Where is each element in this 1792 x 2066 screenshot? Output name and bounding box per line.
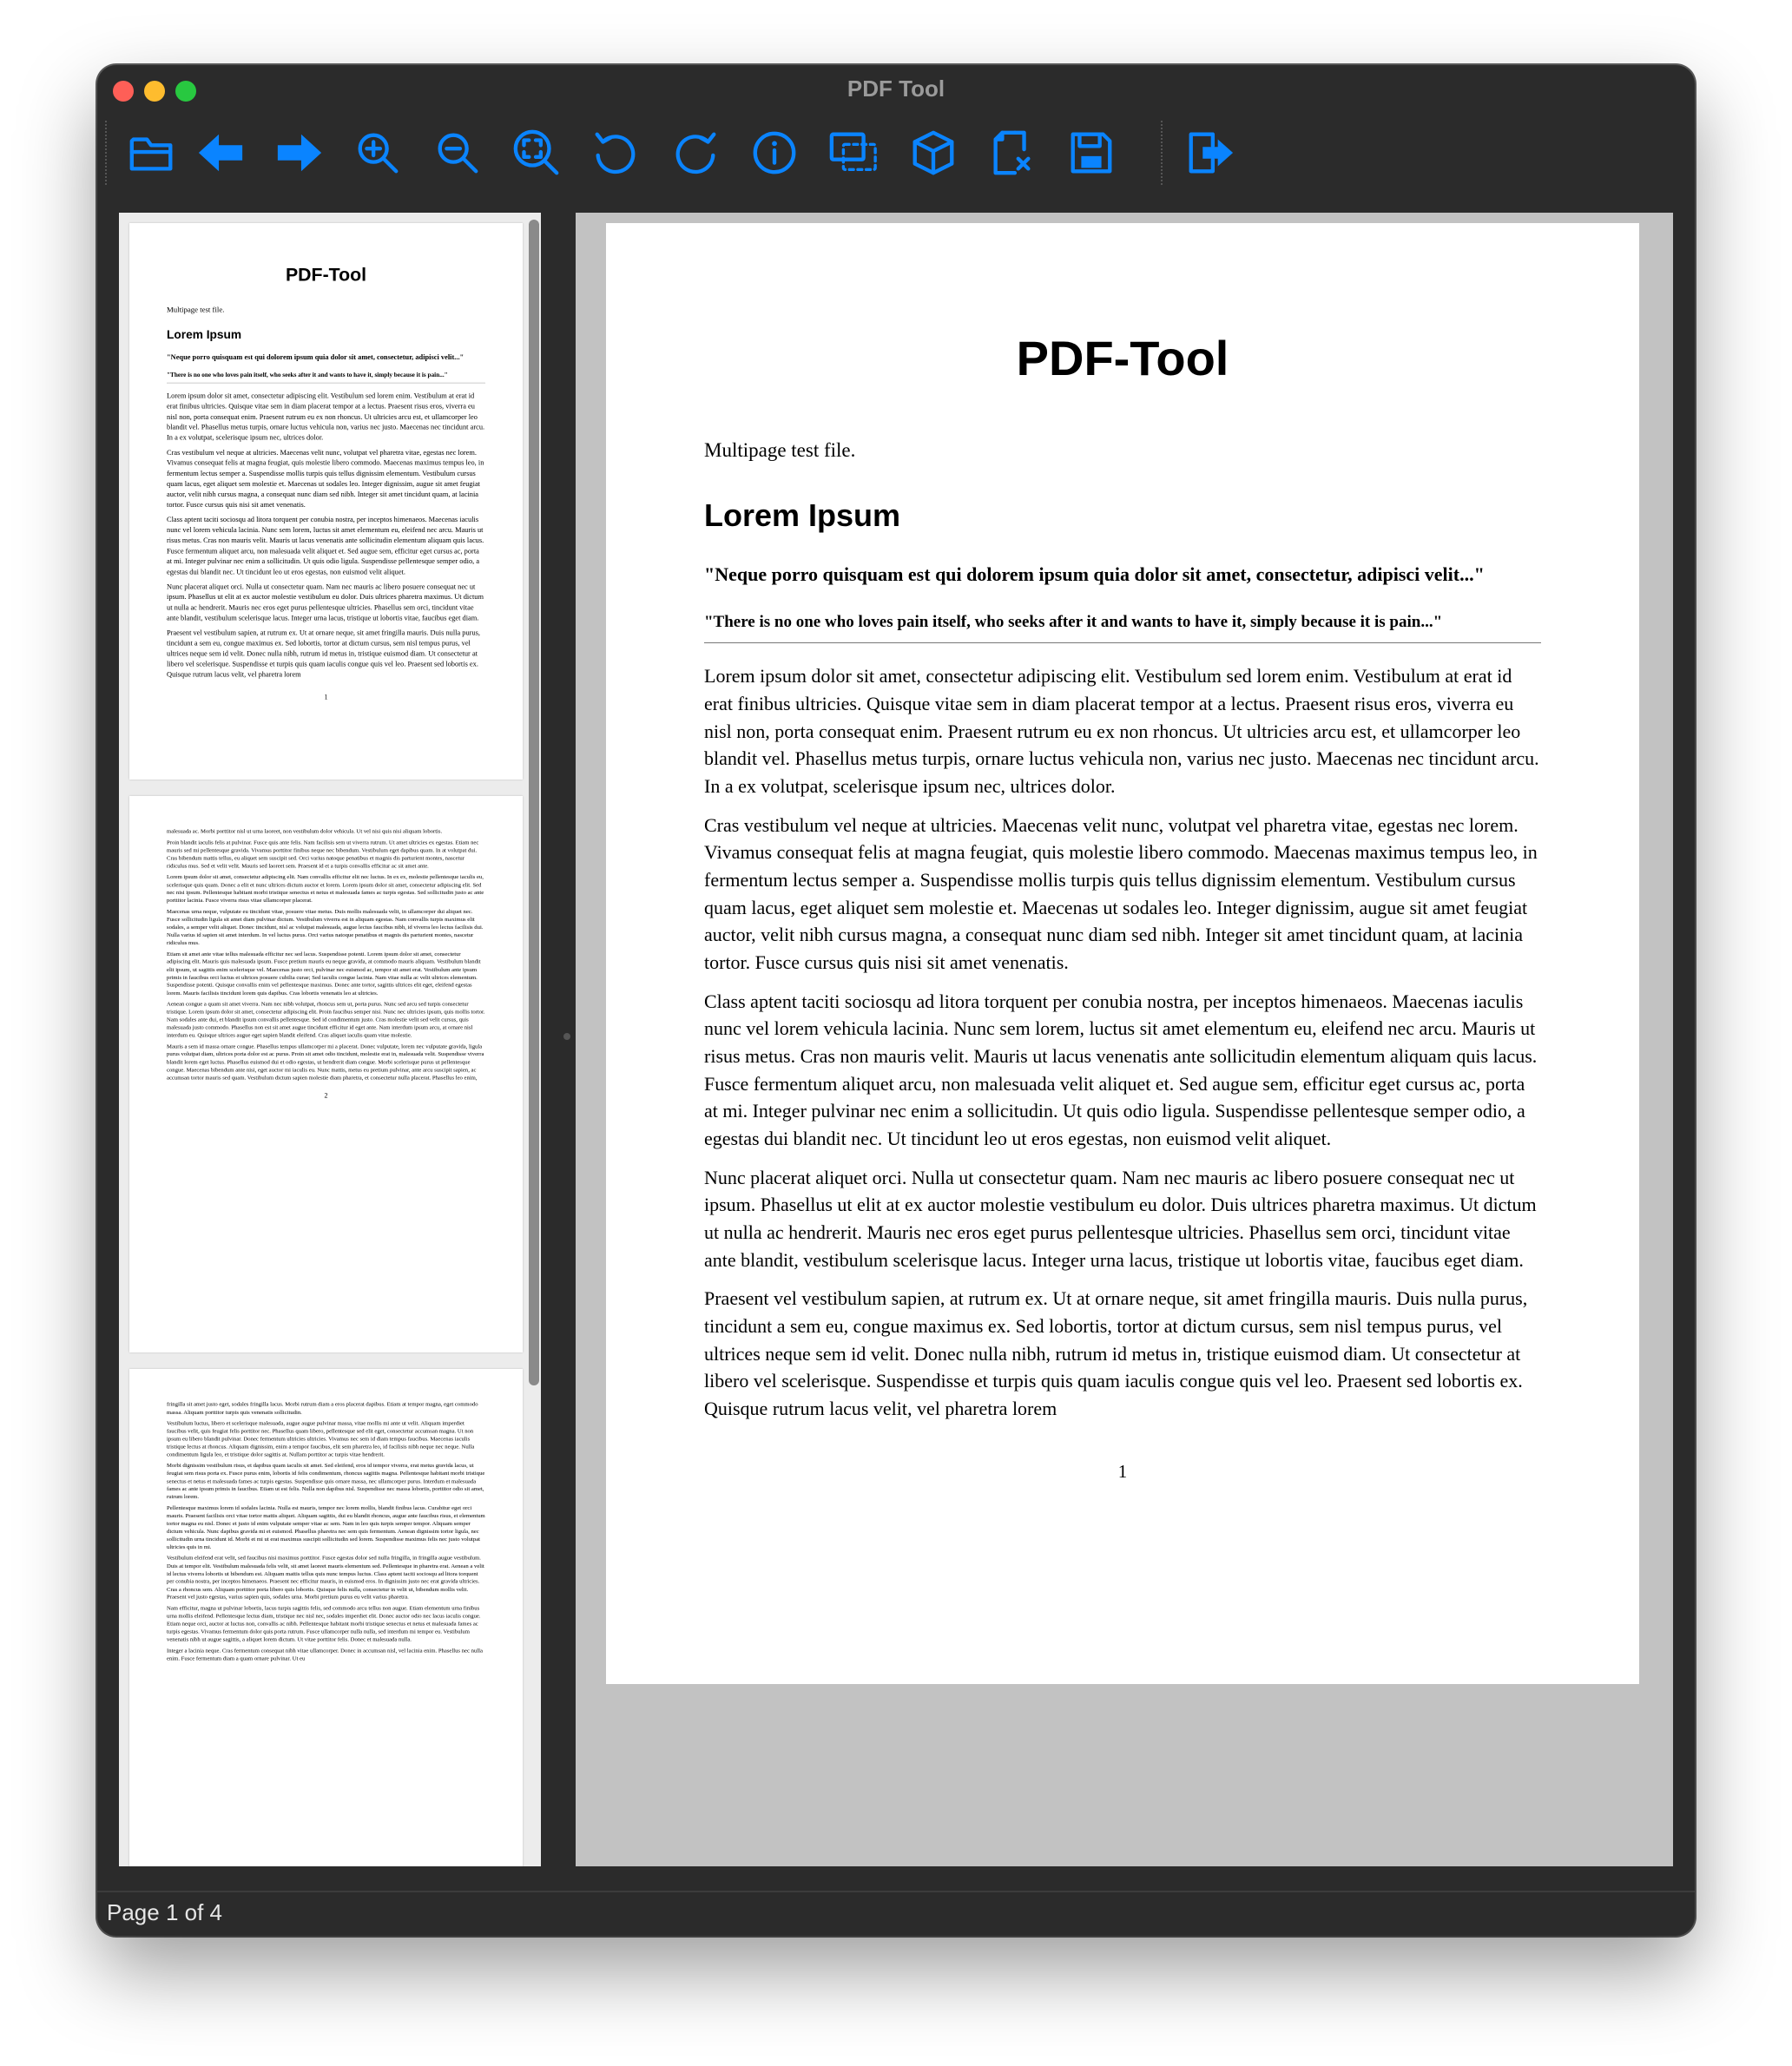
- info-icon: [749, 128, 800, 178]
- paragraph: Cras vestibulum vel neque at ultricies. Maecenas velit nunc, volutpat vel pharetra vitae, egestas nec lorem. Vivamus consequat felis at magna feugiat, quis molestie libero commodo. Maecenas maximus tempus leo, in fermentum lectus semper a. Suspendisse mollis turpis quis tellus dignissim elementum. Vestibulum cursus quam lacus, eget aliquet sem molestie et. Maecenas ut sodales leo. Integer dignissim, augue sit amet feugiat auctor, velit nibh cursus magna, a consequat nunc diam sed nibh. Integer sit amet tincidunt quam, at lacinia tortor. Fusce cursus quis nisi sit amet venenatis.: [704, 813, 1538, 973]
- page-status: Page 1 of 4: [107, 1899, 222, 1925]
- thumb-paragraph: Nunc placerat aliquet orci. Nulla ut consectetur quam. Nam nec mauris ac libero posuere consequat nec ut ipsum. Phasellus ut elit at ex auctor molestie vestibulum eu dolor. Duis ultrices pharetra maximus. Ut dictum ut nulla ac hendrerit. Mauris nec eros eget purus pellentesque ultricies. Phasellus sem orci, tincidunt vitae ante blandit, vestibulum scelerisque lacus. Integer urna lacus, tristique ut lobortis vitae, faucibus eget diam.: [167, 582, 484, 622]
- thumb-paragraph: Morbi dignissim vestibulum risus, et dapibus quam iaculis sit amet. Sed eleifend, eros id tempor viverra, erat metus gravida lacus, ut feugiat sem risus porta ex. Fusce purus enim, lobortis id felis condimentum, rhoncus sagittis magna. Pellentesque habitant morbi tristique senectus et netus et malesuada fames ac turpis egestas. Suspendisse quis ornare massa, nec ullamcorper purus. Interdum et malesuada fames ac ante ipsum primis in faucibus. Etiam ut est felis. Nulla non dapibus nisl. Suspendisse nec massa lobortis, porttitor odio sit amet, rutrum lorem.: [167, 1462, 485, 1500]
- toolbar-separator: [105, 121, 107, 185]
- page-quote: "Neque porro quisquam est qui dolorem ipsum quia dolor sit amet, consectetur, adipisci velit...": [704, 563, 1485, 586]
- arrow-left-icon: [195, 128, 246, 178]
- page-number: 1: [1117, 1460, 1128, 1482]
- thumb-paragraph: Vestibulum eleifend erat velit, sed faucibus nisi maximus porttitor. Fusce egestas dolor sed nulla fringilla, in fringilla augue vestibulum. Duis at tempor elit. Vestibulum malesuada felis velit, sit amet laoreet mauris elementum sed. Pellentesque in pharetra erat. Aenean a velit id lectus viverra lobortis ut bibendum est. Aliquam mattis tellus quis nunc tempus luctus. Class aptent taciti sociosqu ad litora torquent per conubia nostra, per inceptos himenaeos. Praesent nec efficitur mauris, in euismod eros. In dignissim justo nec erat gravida ultricies. Cras a rhoncus sem. Aliquam porttitor porta libero quis lobortis. Quisque felis nulla, consectetur in velit ut, bibendum mollis velit. Praesent vel justo egestas, varius sapien quis, sodales urna. Morbi pretium purus eu velit varius pharetra.: [167, 1554, 484, 1601]
- thumb-paragraph: Nam efficitur, magna ut pulvinar lobortis, lacus turpis sagittis felis, sed commodo arcu tellus non augue. Etiam elementum urna finibus urna mollis eleifend. Pellentesque lectus diam, tristique nec nisl nec, sodales imperdiet elit. Donec auctor odio nec lacus iaculis congue. Etiam neque orci, auctor at luctus non, convallis ac nibh. Pellentesque habitant morbi tristique senectus et netus et malesuada fames ac turpis egestas. Vivamus fermentum dolor quis porta rutrum. Fusce ullamcorper nulla nulla, sed interdum mi tempor eu. Vestibulum venenatis nibh ut augue sagittis, a aliquet lorem dictum. Ut vitae porttitor felis. Donec et malesuada nulla.: [167, 1604, 481, 1643]
- thumb-paragraph: Class aptent taciti sociosqu ad litora torquent per conubia nostra, per inceptos himenaeos. Maecenas iaculis nunc vel lorem vehicula lacinia. Nunc sem lorem, luctus sit amet elementum eu, eleifend nec arcu. Mauris ut risus metus. Cras non mauris velit. Mauris ut lacus venenatis ante sollicitudin elementum aliquam quis lacus. Fusce fermentum aliquet arcu, non malesuada velit aliquet et. Sed augue sem, efficitur eget cursus ac, porta at mi. Integer pulvinar nec enim a sollicitudin. Ut quis odio ligula. Suspendisse pellentesque semper odio, a egestas dui blandit nec. Ut tincidunt leo ut eros egestas, non euismod velit aliquet.: [167, 515, 484, 576]
- rotate-left-icon: [590, 128, 641, 178]
- thumb-paragraph: Proin blandit iaculis felis at pulvinar. Fusce quis ante felis. Nam facilisis sem ut viverra rutrum. Ut amet ultricies ex egestas. Etiam nec mauris sed mi pellentesque gravida. Vivamus porttitor finibus neque nec bibendum. Vestibulum eget dapibus quam. In at volutpat dui. Cras bibendum mattis tellus, eu aliquet sem suscipit sed. Orci varius natoque penatibus et magnis dis parturient montes, nascetur ridiculus mus. Sed et velit velit. Mauris sed laoreet sem. Praesent id et a turpis convallis efficitur ac sit amet ante.: [167, 839, 479, 869]
- thumb-paragraph: Aenean congue a quam sit amet viverra. Nam nec nibh volutpat, rhoncus sem ut, porta purus. Nunc sed arcu sed turpis consectetur tristique. Lorem ipsum dolor sit amet, consectetur adipiscing elit. Proin faucibus semper nisi. Nunc nec ultricies ipsum, quis mollis tortor. Nam sodales ante dui, et blandit ipsum convallis pellentesque. Sed id condimentum justo. Cras molestie velit sed velit cursus, quis malesuada justo commodo. Phasellus non est sit amet augue tincidunt efficitur id eget ante. Nam interdum ipsum arcu, at ornare nisl interdum eu. Quisque ultrices augue eget sapien blandit eleifend. Cras aliquet iaculis quam vitae molestie.: [167, 1000, 485, 1039]
- thumbnail-sidebar[interactable]: [119, 213, 541, 1866]
- zoom-in-icon: [352, 128, 403, 178]
- thumb-paragraph: malesuada ac. Morbi porttitor nisl ut urna laoreet, non vestibulum dolor vehicula. Ut vel nisi quis nisi aliquam lobortis.: [167, 827, 443, 835]
- previous-page-button[interactable]: [192, 124, 249, 181]
- thumb-paragraph: Etiam sit amet ante vitae tellus malesuada efficitur nec sed lacus. Suspendisse potenti. Lorem ipsum dolor sit amet, consectetur adipiscing elit. Mauris quis malesuada ipsum. Fusce pretium mauris eu neque gravida, at commodo mauris aliquam. Vestibulum blandit elit ipsum, ut sagittis enim scelerisque vel. Maecenas justo orci, pulvinar nec euismod ac, tempor sit amet erat. Vestibulum ante ipsum primis in faucibus orci luctus et ultrices posuere cubilia curae; Sed iaculis congue lacinia. Nam vitae nulla ac velit ultrices elementum. Suspendisse potenti. Quisque convallis enim vel pellentesque maximus. Donec ante tortor, sagittis ultrices elit eget, eleifend egestas lorem. Mauris facilisis tincidunt lorem quis dapibus. Cras lobortis venenatis leo at ultricies.: [167, 950, 481, 997]
- zoom-out-button[interactable]: [429, 124, 486, 181]
- paragraph: Praesent vel vestibulum sapien, at rutrum ex. Ut at ornare neque, sit amet fringilla mauris. Duis nulla purus, tincidunt a sem eu, congue maximus ex. Sed lobortis, tortor at dictum cursus, sem nisl tempus purus, vel ultrices neque sem id velit. Donec nulla nibh, rutrum id metus in, tristique euismod diam. Ut consectetur at libero vel scelerisque. Suspendisse et turpis quis quam iaculis congue quis vel leo. Praesent sed lobortis ex. Quisque rutrum lacus velit, vel pharetra lorem: [704, 1287, 1528, 1420]
- exit-button[interactable]: [1181, 124, 1238, 181]
- paragraph: Nunc placerat aliquet orci. Nulla ut consectetur quam. Nam nec mauris ac libero posuere consequat nec ut ipsum. Phasellus ut elit at ex auctor molestie vestibulum eu dolor. Duis ultrices pharetra maximus. Ut dictum ut nulla ac hendrerit. Mauris nec eros eget purus pellentesque ultricies. Phasellus sem orci, tincidunt vitae ante blandit, vestibulum scelerisque lacus. Integer urna lacus, tristique ut lobortis vitae, faucibus eget diam.: [704, 1166, 1537, 1271]
- split-handle[interactable]: [563, 1033, 570, 1040]
- info-button[interactable]: [746, 124, 803, 181]
- zoom-fit-button[interactable]: [508, 124, 565, 181]
- thumb-page-quote: "Neque porro quisquam est qui dolorem ipsum quia dolor sit amet, consectetur, adipisci velit...": [167, 352, 464, 361]
- title-bar: [97, 65, 1695, 114]
- page-title: PDF-Tool: [1016, 331, 1229, 385]
- window-title: PDF Tool: [847, 76, 945, 102]
- cube-button[interactable]: [905, 124, 962, 181]
- page-subtitle: Multipage test file.: [704, 438, 856, 461]
- thumb-paragraph: Mauris a sem id massa ornare congue. Phasellus tempus ullamcorper mi a placerat. Donec vulputate, lorem nec vulputate gravida, ligula purus volutpat diam, ultrices porta dolor est ac purus. Proin sit amet odio tincidunt, molestie erat in, malesuada velit. Suspendisse viverra blandit lorem eget luctus. Phasellus euismod dui et odio egestas, ut hendrerit diam congue. Morbi scelerisque purus ut pellentesque congue. Maecenas bibendum ante nisi, eget auctor mi iaculis eu. Nunc mattis, metus eu pretium pulvinar, ante arcu suscipit sapien, ac accumsan tortor mauris sed quam. Vestibulum dictum sapien molestie diam pharetra, et consectetur nulla placerat. Phasellus leo enim,: [167, 1043, 484, 1081]
- paragraph: Lorem ipsum dolor sit amet, consectetur adipiscing elit. Vestibulum sed lorem enim. Vestibulum at erat id erat finibus ultricies. Quisque vitae sem in diam placerat tempor at a lectus. Praesent risus eros, viverra eu nisl non, porta consequat enim. Praesent rutrum eu ex non rhoncus. Ut ultricies arcu est, et ullamcorper leo blandit vel. Phasellus metus turpis, ornare luctus vehicula non, varius nec justo. Maecenas nec tincidunt arcu. In a ex volutpat, scelerisque ipsum nec, ultrices dolor.: [704, 665, 1539, 797]
- toolbar: [97, 114, 1695, 187]
- page-quote: "There is no one who loves pain itself, who seeks after it and wants to have it, simply because it is pain...": [704, 613, 1443, 632]
- thumb-paragraph: Maecenas urna neque, vulputate eu tincidunt vitae, posuere vitae metus. Duis mollis malesuada velit, in ullamcorper dui aliquet nec. Fusce sollicitudin ligula sit amet diam pulvinar dictum. Vestibulum viverra est in aliquam egestas. Nam convallis turpis maximus elit sodales, a semper velit aliquet. Donec tincidunt, nisl ac volutpat malesuada, augue lectus faucibus nibh, id viverra leo lectus facilisis dui. Nulla varius id sapien sit amet interdum. In vel luctus purus. Orci varius natoque penatibus et magnis dis parturient montes, nascetur ridiculus mus.: [167, 907, 484, 946]
- paragraph: Class aptent taciti sociosqu ad litora torquent per conubia nostra, per inceptos himenaeos. Maecenas iaculis nunc vel lorem vehicula lacinia. Nunc sem lorem, luctus sit amet elementum eu, eleifend nec arcu. Mauris ut risus metus. Cras non mauris velit. Mauris ut lacus venenatis ante sollicitudin elementum aliquam quis lacus. Fusce fermentum aliquet arcu, non malesuada velit aliquet et. Sed augue sem, efficitur eget cursus ac, porta at mi. Integer pulvinar nec enim a sollicitudin. Ut quis odio ligula. Suspendisse pellentesque semper odio, a egestas dui blandit nec. Ut tincidunt leo ut eros egestas, non euismod velit aliquet.: [704, 990, 1538, 1149]
- file-delete-icon: [987, 128, 1038, 178]
- thumb-page-quote: "There is no one who loves pain itself, who seeks after it and wants to have it, simply because it is pain...": [167, 372, 448, 379]
- rotate-right-icon: [670, 128, 721, 178]
- thumb-paragraph: Vestibulum luctus, libero et scelerisque malesuada, augue augue pulvinar massa, vitae mollis mi ante ut velit. Aliquam imperdiet faucibus velit, quis feugiat felis porttitor nec. Phasellus quam libero, pellentesque sed elit eget, consectetur accumsan magna. Ut non ipsum eu libero blandit pulvinar. Donec fermentum ultricies ultricies. Vivamus nec sem id diam tempus faucibus. Maecenas iaculis tristique lectus at rhoncus. Aliquam dignissim, enim a tempor faucibus, elit sem pharetra leo, id facilisis nibh neque nec neque. Nulla condimentum ligula leo, et tristique dolor sagittis at. Nullam porttitor ac turpis vitae hendrerit.: [167, 1419, 475, 1457]
- delete-page-button[interactable]: [984, 124, 1041, 181]
- rotate-left-button[interactable]: [587, 124, 644, 181]
- divider: [704, 642, 1541, 643]
- page-thumbnail-1[interactable]: [129, 223, 523, 780]
- thumb-page-heading: Lorem Ipsum: [167, 327, 242, 341]
- thumb-paragraph: Pellentesque maximus lorem id sodales lacinia. Nulla est mauris, tempor nec lorem mollis, blandit finibus lacus. Curabitur eget orci mauris. Praesent facilisis orci vitae tortor mattis aliquet. Aliquam sagittis, dui eu blandit rhoncus, augue ante faucibus risus, et elementum tortor magna eu nisl. Donec et justo id enim vulputate semper vitae ac sem. Nam in leo quis turpis semper tempor. Aliquam semper dictum vehicula. Nunc dapibus gravida mi et euismod. Phasellus pharetra nec sem quis fermentum. Aenean dignissim tortor ligula, nec sollicitudin urna tincidunt id. Morbi et mi ut erat maximus suscipit sollicitudin sed lorem. Suspendisse maximus felis nec justo volutpat ultricies quis in mi.: [167, 1503, 485, 1550]
- folder-icon: [127, 128, 177, 178]
- thumb-page-title: PDF-Tool: [285, 264, 367, 286]
- select-region-icon: [828, 128, 879, 178]
- page-thumbnail-3[interactable]: [129, 1369, 523, 1866]
- thumb-page-number: 1: [324, 693, 328, 701]
- open-folder-button[interactable]: [123, 124, 181, 181]
- arrow-right-icon: [274, 128, 325, 178]
- rotate-right-button[interactable]: [667, 124, 724, 181]
- thumb-page-number: 2: [324, 1091, 328, 1100]
- select-region-button[interactable]: [825, 124, 882, 181]
- thumb-paragraph: Lorem ipsum dolor sit amet, consectetur adipiscing elit. Vestibulum sed lorem enim. Vestibulum at erat id erat finibus ultricies. Quisque vitae sem in diam placerat tempor at a lectus. Praesent risus eros, viverra eu nisl non, porta consequat enim. Praesent rutrum eu ex non rhoncus. Ut ultricies arcu est, et ullamcorper leo blandit vel. Phasellus metus turpis, ornare luctus vehicula non, varius nec justo. Maecenas nec tincidunt arcu. In a ex volutpat, scelerisque ipsum nec, ultrices dolor.: [167, 391, 485, 442]
- thumb-paragraph: Praesent vel vestibulum sapien, at rutrum ex. Ut at ornare neque, sit amet fringilla mauris. Duis nulla purus, tincidunt a sem eu, congue maximus ex. Sed lobortis, tortor at dictum cursus, sem nisl tempus purus, vel ultrices neque sem id velit. Donec nulla nibh, rutrum id metus in, tristique euismod diam. Ut consectetur at libero vel scelerisque. Suspendisse et turpis quis quam iaculis congue quis vel leo. Praesent sed lobortis ex. Quisque rutrum lacus velit, vel pharetra lorem: [167, 628, 481, 679]
- thumb-paragraph: fringilla sit amet justo eget, sodales fringilla lacus. Morbi rutrum diam a eros placerat dapibus. Etiam at tempor magna, eget commodo massa. Aliquam porttitor turpis quis venenatis sollicitudin.: [167, 1400, 478, 1416]
- page-heading: Lorem Ipsum: [704, 497, 901, 533]
- thumb-paragraph: Lorem ipsum dolor sit amet, consectetur adipiscing elit. Nam convallis efficitur elit nec luctus. In ex ex, molestie pellentesque iaculis eu, scelerisque quis quam. Donec a elit et nunc ultrices dictum auctor et lorem. Lorem ipsum dolor sit amet, consectetur adipiscing elit. Sed nec nisi ipsum. Pellentesque habitant morbi tristique senectus et netus et malesuada fames ac turpis egestas. Sed sollicitudin justo ac ante porttitor lacinia. Fusce viverra risus vitae ullamcorper placerat.: [167, 873, 484, 904]
- page-view[interactable]: [576, 213, 1673, 1866]
- sidebar-scrollbar[interactable]: [529, 220, 539, 1385]
- next-page-button[interactable]: [271, 124, 328, 181]
- toolbar-separator: [1161, 121, 1163, 185]
- exit-icon: [1184, 128, 1235, 178]
- app-window: [97, 65, 1695, 1936]
- zoom-fit-icon: [511, 128, 562, 178]
- thumb-paragraph: Integer a lacinia neque. Cras fermentum consequat nibh vitae ullamcorper. Donec in accumsan nisl, vel lacinia enim. Phasellus nec nulla enim. Fusce fermentum diam a quam ornare pulvinar. Ut eu: [167, 1647, 483, 1661]
- thumb-page-subtitle: Multipage test file.: [167, 305, 225, 314]
- cube-icon: [908, 128, 959, 178]
- thumb-paragraph: Cras vestibulum vel neque at ultricies. Maecenas velit nunc, volutpat vel pharetra vitae, egestas nec lorem. Vivamus consequat felis at magna feugiat, quis molestie libero commodo. Maecenas maximus tempus leo, in fermentum lectus semper a. Suspendisse mollis turpis quis tellus dignissim elementum. Vestibulum cursus quam lacus, eget aliquet sem molestie et. Maecenas ut sodales leo. Integer dignissim, augue sit amet feugiat auctor, velit nibh cursus magna, a consequat nunc diam sed nibh. Integer sit amet tincidunt quam, at lacinia tortor. Fusce cursus quis nisi sit amet venenatis.: [167, 448, 484, 509]
- save-button[interactable]: [1063, 124, 1120, 181]
- zoom-in-button[interactable]: [349, 124, 406, 181]
- status-bar: [97, 1891, 1695, 1936]
- pdf-page: [606, 223, 1639, 1684]
- save-icon: [1066, 128, 1117, 178]
- page-thumbnail-2[interactable]: [129, 796, 523, 1352]
- zoom-out-icon: [432, 128, 483, 178]
